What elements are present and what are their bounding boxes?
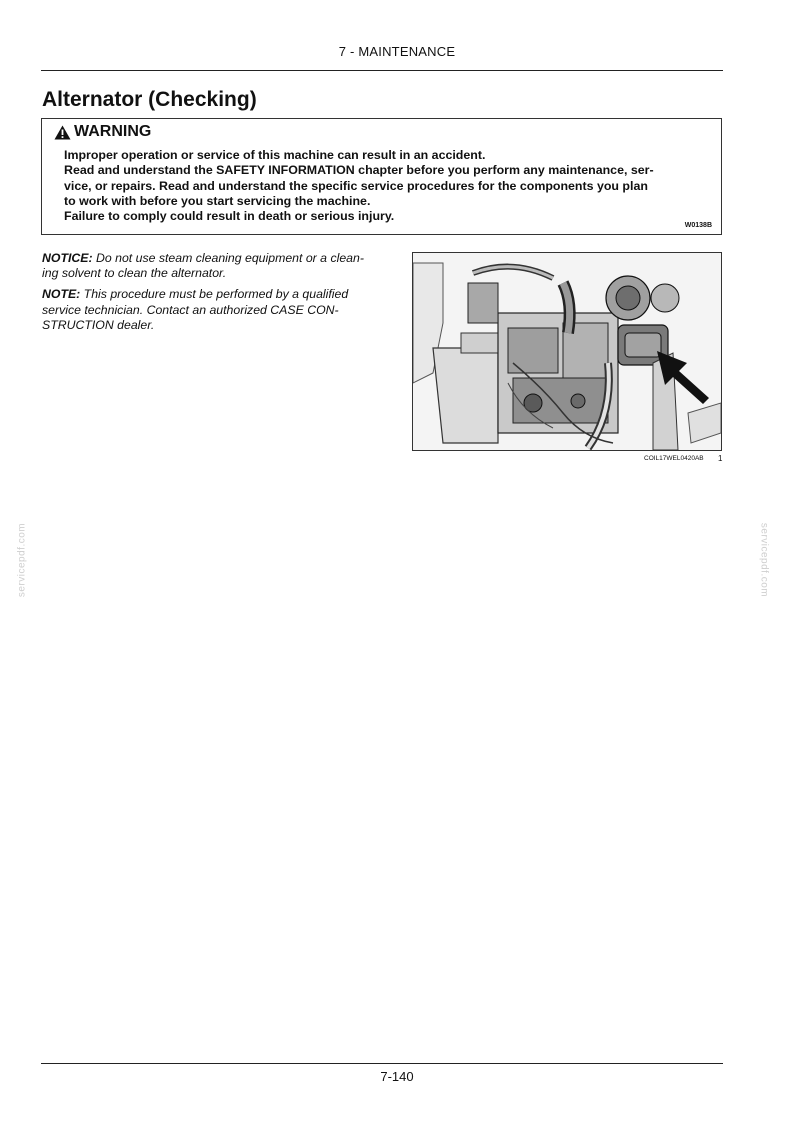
warning-line: to work with before you start servicing the machine. bbox=[64, 193, 371, 208]
notice-label: NOTICE: bbox=[42, 251, 93, 265]
warning-heading bbox=[54, 123, 151, 141]
footer-divider bbox=[41, 1063, 723, 1064]
engine-figure bbox=[412, 252, 722, 451]
notes-column bbox=[42, 251, 384, 339]
warning-code: W0138B bbox=[684, 222, 712, 229]
warning-text bbox=[64, 148, 714, 224]
page-title: Alternator (Checking) bbox=[42, 88, 257, 111]
warning-line: Improper operation or service of this machine can result in an accident. bbox=[64, 148, 486, 162]
warning-line: vice, or repairs. Read and understand the specific service procedures for the components you plan bbox=[64, 178, 648, 193]
page-number: 7-140 bbox=[380, 1069, 414, 1084]
warning-line: Read and understand the SAFETY INFORMATION chapter before you perform any maintenance, ser- bbox=[64, 163, 654, 178]
notice-text: ing solvent to clean the alternator. bbox=[42, 266, 227, 281]
notice-text: Do not use steam cleaning equipment or a clean- bbox=[92, 251, 364, 265]
header-divider bbox=[41, 70, 723, 71]
note-paragraph bbox=[42, 287, 384, 333]
notice-paragraph bbox=[42, 251, 384, 281]
note-text: service technician. Contact an authorized CASE CON- bbox=[42, 302, 339, 317]
figure-caption: COIL17WEL0420AB bbox=[644, 455, 704, 462]
note-text: STRUCTION dealer. bbox=[42, 317, 155, 332]
warning-heading-text: WARNING bbox=[74, 123, 152, 140]
warning-line: Failure to comply could result in death or serious injury. bbox=[64, 209, 395, 224]
watermark-left: servicepdf.com bbox=[16, 522, 28, 598]
warning-box bbox=[41, 118, 722, 235]
engine-illustration bbox=[413, 253, 721, 450]
watermark-right: servicepdf.com bbox=[758, 522, 770, 598]
note-text: This procedure must be performed by a qualified bbox=[80, 287, 349, 302]
running-header: 7 - MAINTENANCE bbox=[338, 44, 456, 59]
warning-triangle-icon bbox=[54, 125, 71, 140]
figure-number: 1 bbox=[718, 454, 723, 463]
note-label: NOTE: bbox=[42, 287, 81, 302]
